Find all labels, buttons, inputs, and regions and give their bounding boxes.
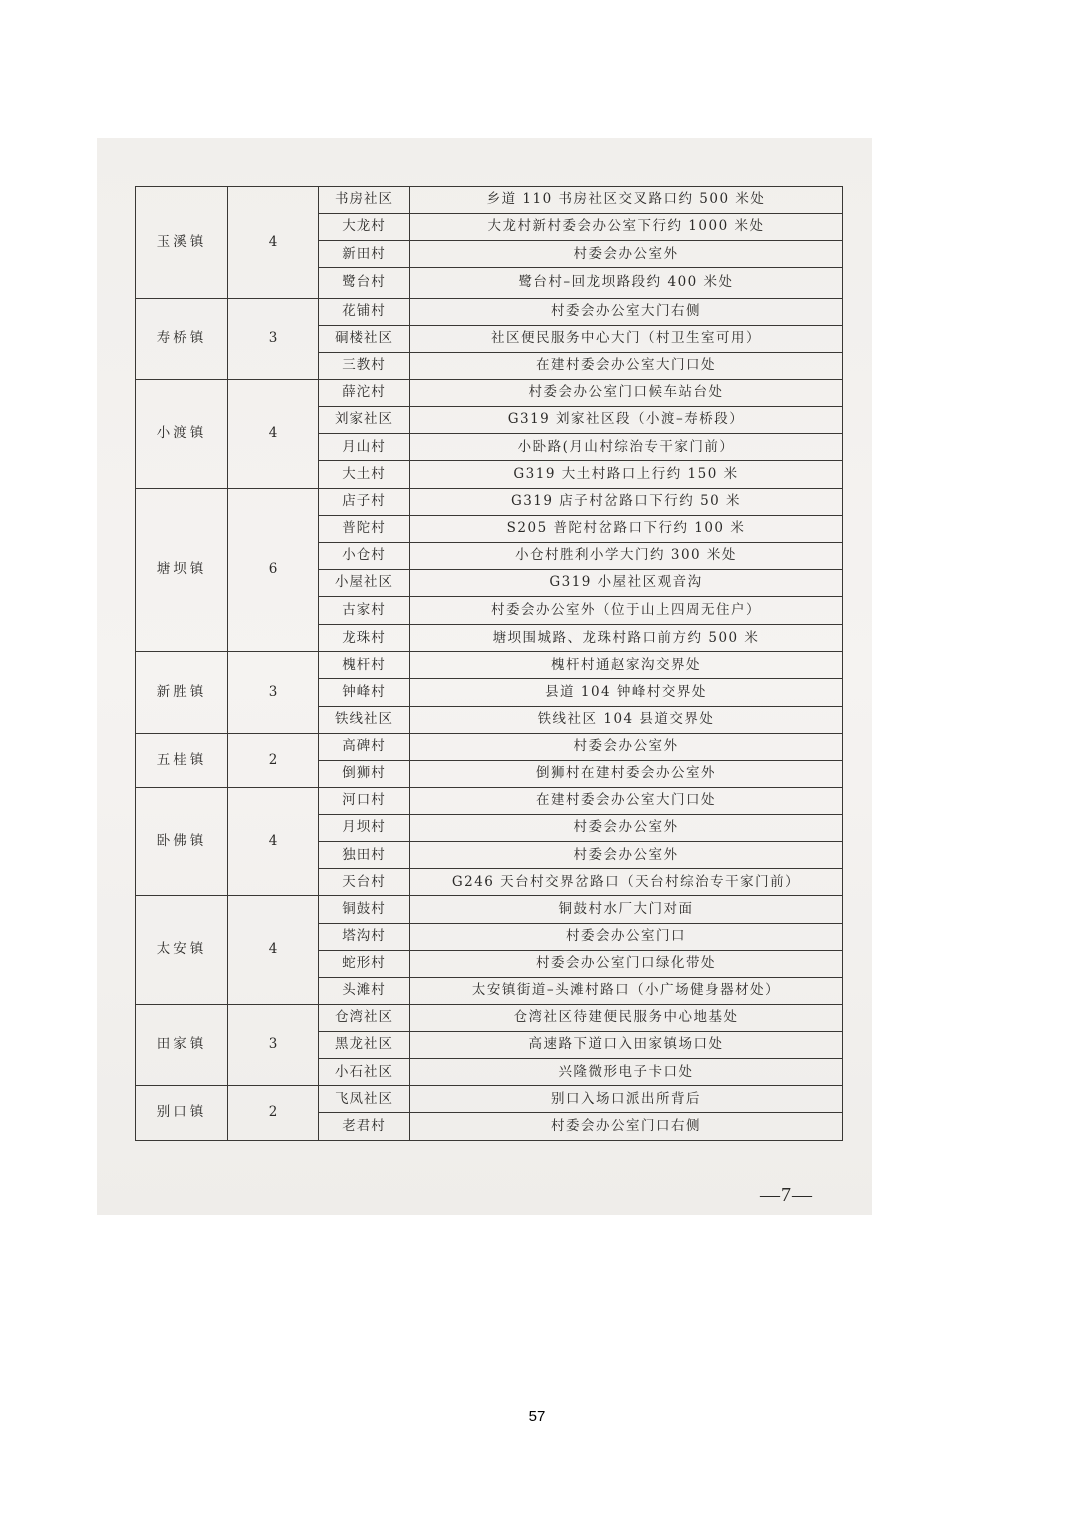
- location-cell: G319 大土村路口上行约 150 米: [410, 461, 843, 488]
- town-cell: 寿桥镇: [136, 298, 228, 379]
- location-cell: 小卧路(月山村综治专干家门前）: [410, 434, 843, 461]
- location-cell: 村委会办公室外: [410, 241, 843, 268]
- village-cell: 槐杆村: [319, 652, 410, 679]
- count-cell: 4: [228, 787, 319, 896]
- location-cell: 村委会办公室门口右侧: [410, 1113, 843, 1141]
- village-cell: 独田村: [319, 842, 410, 869]
- count-cell: 4: [228, 896, 319, 1005]
- location-cell: G319 刘家社区段（小渡–寿桥段）: [410, 407, 843, 434]
- table-row: [136, 652, 843, 679]
- village-cell: 古家村: [319, 597, 410, 625]
- village-cell: 花铺村: [319, 298, 410, 325]
- location-cell: G246 天台村交界岔路口（天台村综治专干家门前）: [410, 869, 843, 896]
- village-cell: 薛沱村: [319, 380, 410, 407]
- village-cell: 铜鼓村: [319, 896, 410, 923]
- location-cell: 在建村委会办公室大门口处: [410, 352, 843, 379]
- count-cell: 3: [228, 298, 319, 379]
- town-cell: 别口镇: [136, 1086, 228, 1141]
- village-cell: 仓湾社区: [319, 1004, 410, 1031]
- location-cell: 在建村委会办公室大门口处: [410, 787, 843, 814]
- village-cell: 天台村: [319, 869, 410, 896]
- village-cell: 龙珠村: [319, 625, 410, 652]
- village-cell: 高碑村: [319, 733, 410, 760]
- count-cell: 6: [228, 488, 319, 652]
- location-cell: 大龙村新村委会办公室下行约 1000 米处: [410, 214, 843, 241]
- location-cell: 村委会办公室外（位于山上四周无住户）: [410, 597, 843, 625]
- table-row: [136, 187, 843, 214]
- count-cell: 2: [228, 733, 319, 787]
- table-row: [136, 733, 843, 760]
- village-cell: 大土村: [319, 461, 410, 488]
- location-cell: 兴隆微形电子卡口处: [410, 1059, 843, 1086]
- count-cell: 4: [228, 187, 319, 299]
- scan-page-mark: —7—: [760, 1184, 813, 1206]
- village-cell: 蛇形村: [319, 950, 410, 977]
- village-cell: 塔沟村: [319, 923, 410, 950]
- village-cell: 三教村: [319, 352, 410, 379]
- location-cell: 别口入场口派出所背后: [410, 1086, 843, 1113]
- location-cell: 太安镇街道–头滩村路口（小广场健身器材处）: [410, 977, 843, 1004]
- village-cell: 黑龙社区: [319, 1032, 410, 1059]
- table-row: [136, 380, 843, 407]
- town-cell: 玉溪镇: [136, 187, 228, 299]
- village-cell: 小屋社区: [319, 569, 410, 596]
- page-number: 57: [528, 1408, 546, 1425]
- location-cell: 乡道 110 书房社区交叉路口约 500 米处: [410, 187, 843, 214]
- town-cell: 太安镇: [136, 896, 228, 1005]
- village-cell: 铁线社区: [319, 706, 410, 733]
- location-cell: 高速路下道口入田家镇场口处: [410, 1032, 843, 1059]
- town-cell: 塘坝镇: [136, 488, 228, 652]
- village-cell: 小仓村: [319, 542, 410, 569]
- location-cell: 村委会办公室门口候车站台处: [410, 380, 843, 407]
- location-cell: 社区便民服务中心大门（村卫生室可用）: [410, 325, 843, 352]
- table-row: [136, 298, 843, 325]
- village-cell: 新田村: [319, 241, 410, 268]
- village-cell: 大龙村: [319, 214, 410, 241]
- table-row: [136, 896, 843, 923]
- location-cell: 倒狮村在建村委会办公室外: [410, 760, 843, 787]
- village-cell: 头滩村: [319, 977, 410, 1004]
- location-cell: 仓湾社区待建便民服务中心地基处: [410, 1004, 843, 1031]
- village-cell: 月坝村: [319, 815, 410, 842]
- collection-sites-table: [135, 186, 843, 1141]
- village-cell: 店子村: [319, 488, 410, 515]
- village-cell: 钟峰村: [319, 679, 410, 706]
- location-cell: 村委会办公室外: [410, 842, 843, 869]
- count-cell: 3: [228, 1004, 319, 1085]
- location-cell: G319 店子村岔路口下行约 50 米: [410, 488, 843, 515]
- village-cell: 老君村: [319, 1113, 410, 1141]
- location-cell: 县道 104 钟峰村交界处: [410, 679, 843, 706]
- location-cell: 村委会办公室门口: [410, 923, 843, 950]
- location-cell: 铁线社区 104 县道交界处: [410, 706, 843, 733]
- table-row: [136, 1086, 843, 1113]
- town-cell: 新胜镇: [136, 652, 228, 733]
- location-cell: 铜鼓村水厂大门对面: [410, 896, 843, 923]
- village-cell: 硐楼社区: [319, 325, 410, 352]
- village-cell: 河口村: [319, 787, 410, 814]
- village-cell: 小石社区: [319, 1059, 410, 1086]
- table-row: [136, 1004, 843, 1031]
- village-cell: 飞凤社区: [319, 1086, 410, 1113]
- village-cell: 刘家社区: [319, 407, 410, 434]
- village-cell: 月山村: [319, 434, 410, 461]
- location-cell: 鹭台村–回龙坝路段约 400 米处: [410, 268, 843, 298]
- village-cell: 书房社区: [319, 187, 410, 214]
- village-cell: 普陀村: [319, 515, 410, 542]
- town-cell: 小渡镇: [136, 380, 228, 489]
- location-cell: S205 普陀村岔路口下行约 100 米: [410, 515, 843, 542]
- village-cell: 倒狮村: [319, 760, 410, 787]
- count-cell: 3: [228, 652, 319, 733]
- location-cell: 村委会办公室大门右侧: [410, 298, 843, 325]
- count-cell: 2: [228, 1086, 319, 1141]
- town-cell: 五桂镇: [136, 733, 228, 787]
- location-cell: 塘坝围城路、龙珠村路口前方约 500 米: [410, 625, 843, 652]
- town-cell: 田家镇: [136, 1004, 228, 1085]
- location-cell: 槐杆村通赵家沟交界处: [410, 652, 843, 679]
- town-cell: 卧佛镇: [136, 787, 228, 896]
- village-cell: 鹭台村: [319, 268, 410, 298]
- count-cell: 4: [228, 380, 319, 489]
- table-row: [136, 488, 843, 515]
- location-cell: 村委会办公室外: [410, 815, 843, 842]
- location-cell: G319 小屋社区观音沟: [410, 569, 843, 596]
- table-row: [136, 787, 843, 814]
- location-cell: 村委会办公室外: [410, 733, 843, 760]
- location-cell: 村委会办公室门口绿化带处: [410, 950, 843, 977]
- location-cell: 小仓村胜利小学大门约 300 米处: [410, 542, 843, 569]
